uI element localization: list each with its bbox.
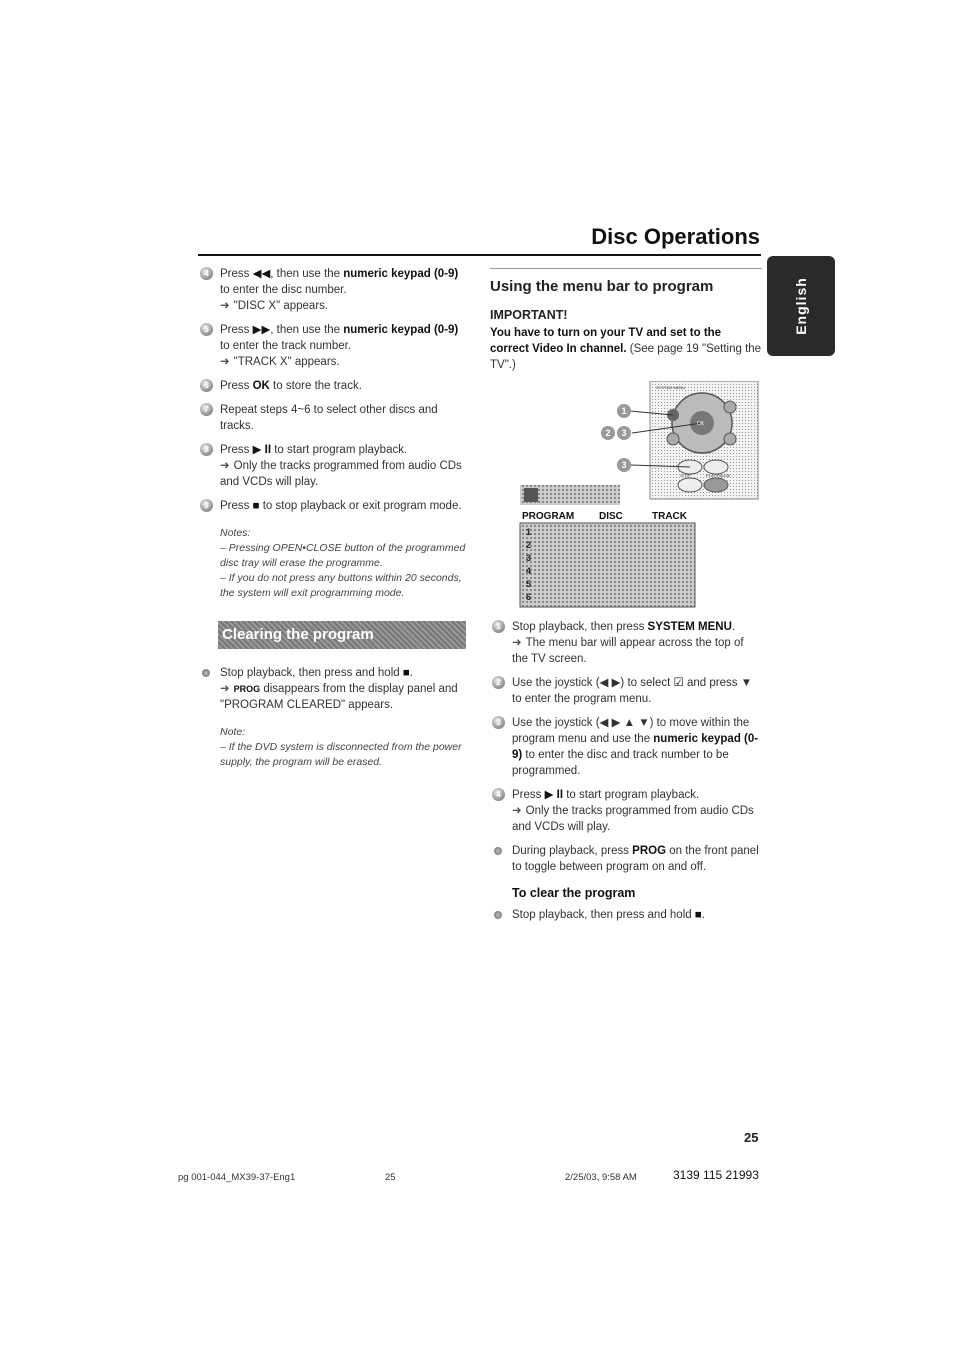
step-8	[198, 442, 468, 490]
result-text: "TRACK X" appears.	[233, 356, 340, 368]
step-4	[198, 266, 468, 314]
step-bold: OK	[252, 380, 270, 392]
step-bold: numeric keypad (0-9)	[343, 324, 459, 336]
step-5	[198, 322, 468, 370]
stop-icon: ■	[402, 667, 410, 679]
remote-label: PLAY/PAUSE	[706, 473, 731, 478]
step-9	[198, 498, 468, 514]
step-result: ➜ "DISC X" appears.	[220, 300, 329, 312]
step-bold: numeric keypad (0-9)	[343, 268, 459, 280]
page-number: 25	[744, 1130, 759, 1145]
step-number-icon: 2	[492, 676, 505, 689]
step-text: to enter the disc and track number to be programmed.	[512, 749, 729, 777]
play-pause-icon: ▶ II	[544, 789, 564, 801]
important-bold: You have to turn on your TV and set to the correct Video In channel.	[490, 327, 722, 355]
step-result: ➜ Only the tracks programmed from audio CDs and VCDs will play.	[220, 460, 462, 488]
note-title: Note:	[220, 726, 246, 738]
section-title: Using the menu bar to program	[490, 278, 714, 295]
table-header: DISC	[599, 511, 623, 522]
step-number-icon: 5	[200, 323, 213, 336]
result-text: Only the tracks programmed from audio CDs and VCDs will play.	[512, 805, 754, 833]
notes	[220, 526, 468, 601]
result-text: disappears from the display panel and "PROGRAM CLEARED" appears.	[220, 683, 458, 711]
step-text: Press	[220, 268, 253, 280]
step-text: Press	[220, 500, 253, 512]
note-item: – If you do not press any buttons within 20 seconds, the system will exit programming mode.	[220, 572, 462, 599]
step-text: Use the joystick (◀ ▶ ▲ ▼) to move within the program menu and use the	[512, 717, 750, 745]
stop-icon: ■	[694, 909, 702, 921]
step-number-icon: 1	[492, 620, 505, 633]
play-pause-icon: ▶ II	[252, 444, 272, 456]
menu-step-prog	[490, 843, 762, 875]
step-text: .	[731, 621, 736, 633]
important-rest: (See page 19 "Setting the TV".)	[490, 343, 762, 371]
step-result: ➜ "TRACK X" appears.	[220, 356, 340, 368]
notes-title: Notes:	[220, 527, 251, 539]
bullet-icon	[202, 669, 210, 677]
note-2	[220, 725, 468, 770]
left-column	[198, 266, 468, 770]
step-number-icon: 9	[200, 499, 213, 512]
table-row-label: 4	[526, 566, 532, 576]
title-rule	[198, 254, 761, 256]
stop-icon: ■	[252, 500, 260, 512]
language-tab-label: English	[793, 277, 809, 335]
remote-label: STOP	[680, 473, 691, 478]
clearing-banner: Clearing the program	[218, 621, 466, 649]
step-bold: numeric keypad (0-9)	[512, 733, 759, 761]
step-number-icon: 8	[200, 443, 213, 456]
step-text: .	[701, 909, 705, 921]
clear-step	[198, 665, 468, 713]
step-number-icon: 4	[492, 788, 505, 801]
step-text: to enter the track number.	[220, 340, 352, 352]
prog-label: PROG	[233, 684, 261, 694]
note-item: – If the DVD system is disconnected from the power supply, the program will be erased.	[220, 741, 462, 768]
menu-step-2	[490, 675, 762, 707]
right-column	[490, 268, 762, 931]
remote-control-icon	[650, 381, 758, 499]
step-result: ➜ Only the tracks programmed from audio CDs and VCDs will play.	[512, 805, 754, 833]
important-body	[490, 325, 762, 373]
step-text: and press ▼ to enter the program menu.	[512, 677, 753, 705]
table-row-label: 2	[526, 540, 532, 550]
step-7	[198, 402, 468, 434]
step-text: During playback, press	[512, 845, 633, 857]
language-tab	[767, 256, 835, 356]
step-number-icon: 7	[200, 403, 213, 416]
menu-step-3	[490, 715, 762, 779]
remote-label: OK	[697, 421, 705, 427]
step-text: to start program playback.	[563, 789, 700, 801]
note-item: – Pressing OPEN•CLOSE button of the programmed disc tray will erase the programme.	[220, 542, 466, 569]
program-table	[520, 511, 695, 607]
table-row-label: 3	[526, 553, 532, 563]
prev-icon: ◀◀	[252, 268, 271, 280]
step-text: , then use the	[270, 268, 344, 280]
bullet-icon	[494, 847, 502, 855]
bullet-icon	[494, 911, 502, 919]
step-text: to start program playback.	[271, 444, 408, 456]
remote-label: SYSTEM MENU	[656, 385, 686, 390]
clear-program-title: To clear the program	[512, 886, 636, 900]
menu-step-4	[490, 787, 762, 835]
step-text: Press	[220, 380, 253, 392]
step-text: to store the track.	[269, 380, 362, 392]
footer-page: 25	[385, 1172, 396, 1183]
step-text: on the front panel to toggle between program on and off.	[512, 845, 759, 873]
callout-label: 3	[621, 428, 627, 438]
footer-file: pg 001-044_MX39-37-Eng1	[178, 1172, 296, 1183]
step-text: Press	[220, 444, 253, 456]
result-text: "DISC X" appears.	[233, 300, 329, 312]
footer-code: 3139 115 21993	[673, 1168, 759, 1182]
section-rule	[490, 268, 762, 269]
step-text: Stop playback, then press and hold	[512, 909, 695, 921]
step-bold: SYSTEM MENU	[647, 621, 732, 633]
step-text: Repeat steps 4~6 to select other discs and tracks.	[220, 404, 438, 432]
table-header: TRACK	[652, 511, 687, 522]
step-text: Stop playback, then press	[512, 621, 648, 633]
callout-label: 2	[605, 428, 611, 438]
program-menu-icon: ☑	[673, 677, 684, 689]
step-6	[198, 378, 468, 394]
step-text: to enter the disc number.	[220, 284, 347, 296]
step-text: , then use the	[270, 324, 344, 336]
next-icon: ▶▶	[252, 324, 271, 336]
important-label: IMPORTANT!	[490, 308, 568, 322]
remote-menu-figure	[490, 381, 760, 609]
table-row-label: 6	[526, 592, 532, 602]
step-text: Use the joystick (◀ ▶) to select	[512, 677, 674, 689]
callout-label: 1	[621, 406, 627, 416]
result-text: The menu bar will appear across the top of the TV screen.	[512, 637, 744, 665]
menu-step-1	[490, 619, 762, 667]
result-text: Only the tracks programmed from audio CDs and VCDs will play.	[220, 460, 462, 488]
callout-label: 3	[621, 460, 627, 470]
step-text: Stop playback, then press and hold	[220, 667, 403, 679]
step-bold: PROG	[632, 845, 667, 857]
table-row-label: 1	[526, 527, 532, 537]
program-menu-icon	[524, 488, 538, 502]
table-row-label: 5	[526, 579, 532, 589]
step-number-icon: 3	[492, 716, 505, 729]
step-text: to stop playback or exit program mode.	[259, 500, 462, 512]
page-title: Disc Operations	[591, 224, 760, 249]
step-text: Press	[220, 324, 253, 336]
step-result: ➜ The menu bar will appear across the top of the TV screen.	[512, 637, 744, 665]
table-header: PROGRAM	[522, 511, 575, 522]
step-text: Press	[512, 789, 545, 801]
footer-date: 2/25/03, 9:58 AM	[565, 1172, 637, 1183]
step-text: .	[409, 667, 413, 679]
step-number-icon: 4	[200, 267, 213, 280]
step-number-icon: 6	[200, 379, 213, 392]
figure-svg	[490, 381, 760, 609]
step-result: ➜ PROG disappears from the display panel and "PROGRAM CLEARED" appears.	[220, 683, 458, 711]
clear-program-step	[490, 907, 762, 923]
